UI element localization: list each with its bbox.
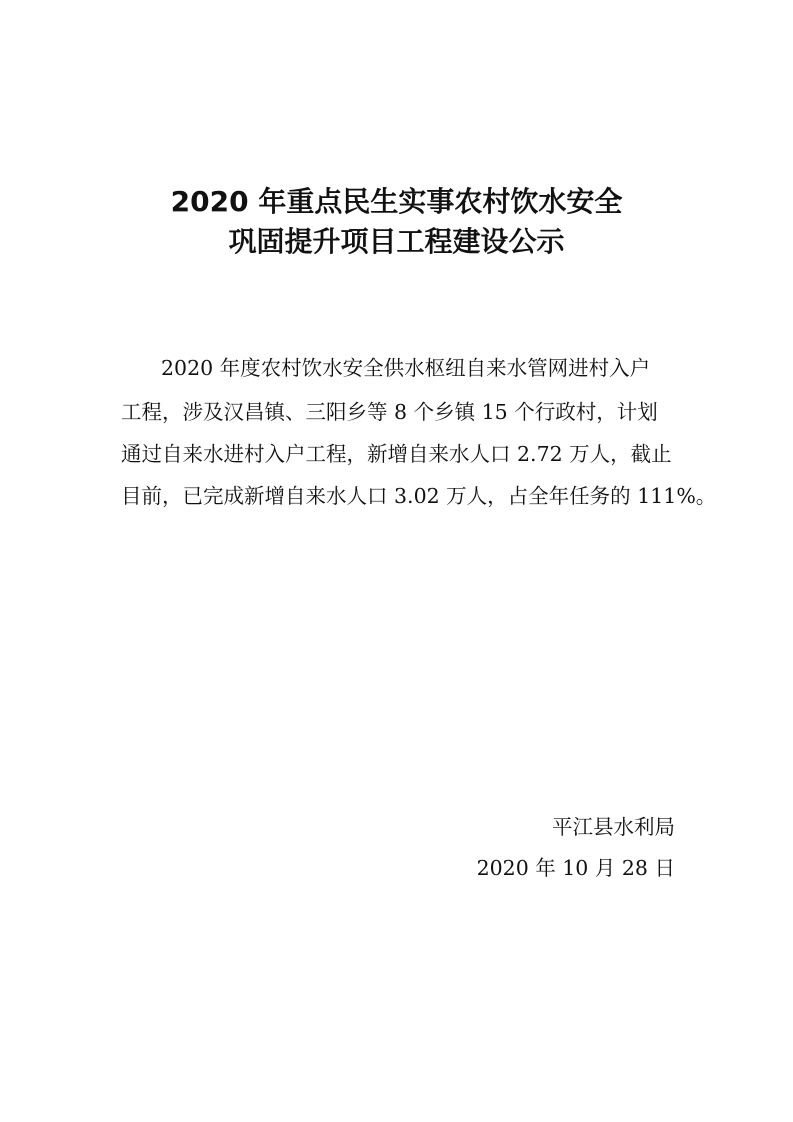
document-title-line-2: 巩固提升项目工程建设公示 xyxy=(228,225,565,258)
body-line-1: 2020 年度农村饮水安全供水枢纽自来水管网进村入户 xyxy=(161,356,651,380)
body-line-2: 工程，涉及汉昌镇、三阳乡等 8 个乡镇 15 个行政村，计划 xyxy=(121,400,658,424)
signature-date: 2020 年 10 月 28 日 xyxy=(476,856,675,880)
signature-organization: 平江县水利局 xyxy=(552,815,675,839)
body-line-4: 目前，已完成新增自来水人口 3.02 万人，占全年任务的 111%。 xyxy=(121,484,717,508)
document-title-line-1: 2020 年重点民生实事农村饮水安全 xyxy=(170,185,623,218)
body-line-3: 通过自来水进村入户工程，新增自来水人口 2.72 万人，截止 xyxy=(121,442,672,466)
